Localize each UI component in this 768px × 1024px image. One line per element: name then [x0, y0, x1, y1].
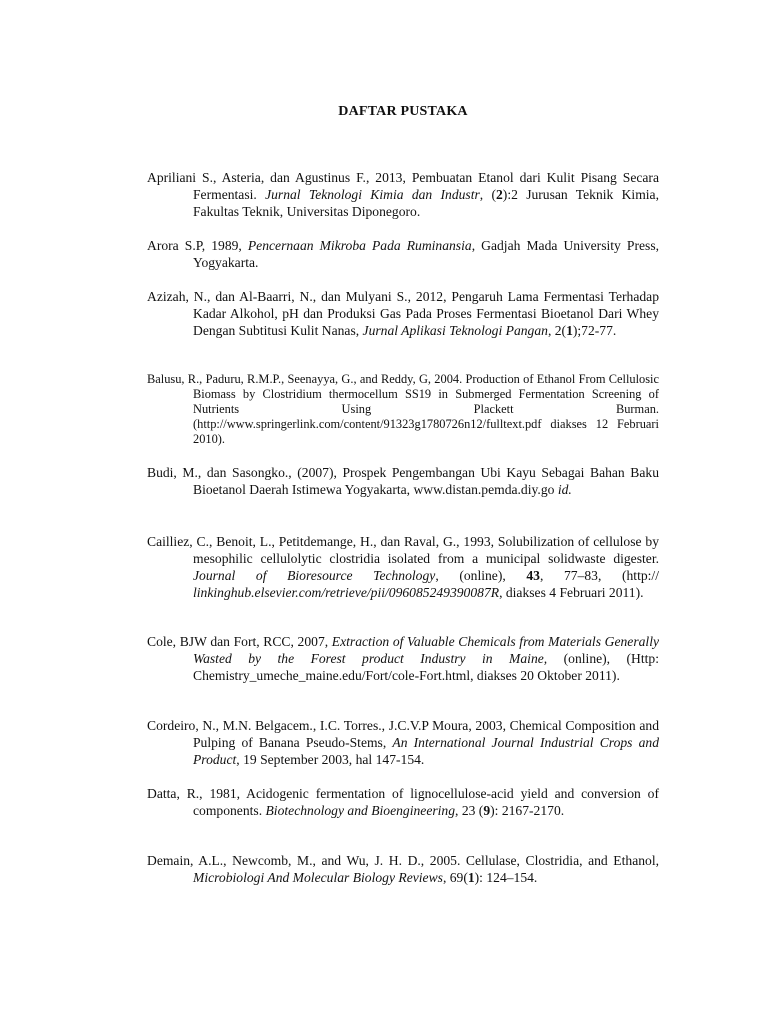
reference-budi-2007 [147, 464, 659, 498]
reference-text-segment: , diakses 4 Februari 2011). [499, 585, 644, 600]
reference-text-segment: , 2( [547, 323, 567, 338]
reference-text-segment: An International Journal Industrial Crops and Product [193, 735, 660, 767]
reference-text-segment: Biotechnology and Bioengineering [265, 803, 456, 818]
page-title: DAFTAR PUSTAKA [338, 104, 468, 119]
reference-text-segment: , 19 September 2003, hal 147-154. [236, 752, 425, 767]
reference-text-segment: 43 [526, 568, 540, 583]
reference-balusu-2004 [147, 372, 659, 447]
reference-text-segment: Azizah, N., dan Al-Baarri, N., dan Mulyani S., 2012, Pengaruh Lama Fermentasi Terhadap Kadar Alkohol, pH dan Produksi Gas Pada Proses Fermentasi Bioetanol Dari Whey Dengan Subtitusi Kulit Nanas, [147, 289, 659, 338]
reference-text-segment: Demain, A.L., Newcomb, M., and Wu, J. H. D., 2005. Cellulase, Clostridia, and Ethanol, [147, 853, 659, 868]
reference-text-segment: (online), (Http: Chemistry_umeche_maine.edu/Fort/cole-Fort.html, diakses 20 Oktober 2011). [193, 651, 659, 683]
reference-text-segment: Cordeiro, N., M.N. Belgacem., I.C. Torres., J.C.V.P Moura, 2003, Chemical Composition and Pulping of Banana Pseudo-Stems, [147, 718, 659, 750]
reference-text-segment: , (online), [435, 568, 527, 583]
reference-apriliani-2013 [147, 169, 659, 220]
reference-text-segment: Cailliez, C., Benoit, L., Petitdemange, H., dan Raval, G., 1993, Solubilization of cellulose by mesophilic cellulolytic clostridia isolated from a municipal solidwaste digester. [147, 534, 659, 566]
reference-text-segment: 1 [467, 870, 475, 885]
reference-text-segment: , 23 ( [455, 803, 484, 818]
reference-text-segment: , Gadjah Mada University Press, Yogyakarta. [193, 238, 660, 270]
reference-text-segment: Pencernaan Mikroba Pada Ruminansia [247, 238, 472, 253]
reference-text-segment: Jurnal Teknologi Kimia dan Industr [265, 187, 480, 202]
reference-text-segment: 1 [566, 323, 573, 338]
reference-text-segment: Balusu, R., Paduru, R.M.P., Seenayya, G., and Reddy, G, 2004. Production of Ethanol From Cellulosic Biomass by Clostridium thermocellum SS19 in Submerged Fermentation Screening of Nutrients Using Plackett Burman. (http://www.springerlink.com/content/91323g1780726n12/fulltext.pdf diakses 12 Februari 2010). [147, 372, 659, 446]
reference-text-segment: linkinghub.elsevier.com/retrieve/pii/096085249390087R [193, 585, 500, 600]
reference-text-segment: Budi, M., dan Sasongko., (2007), Prospek Pengembangan Ubi Kayu Sebagai Bahan Baku Bioetanol Daerah Istimewa Yogyakarta, www.distan.pemda.diy.go [147, 465, 659, 497]
reference-text-segment: , 69( [442, 870, 468, 885]
reference-cordeiro-2003 [147, 717, 659, 768]
reference-text-segment: ):2 Jurusan Teknik Kimia, Fakultas Teknik, Universitas Diponegoro. [193, 187, 659, 219]
reference-text-segment: Datta, R., 1981, Acidogenic fermentation of lignocellulose-acid yield and conversion of components. [147, 786, 659, 818]
reference-text-segment: Cole, BJW dan Fort, RCC, 2007, [147, 634, 332, 649]
reference-text-segment: , 77–83, (http:// [539, 568, 659, 583]
reference-text-segment: 2 [496, 187, 503, 202]
reference-text-segment: Apriliani S., Asteria, dan Agustinus F., 2013, Pembuatan Etanol dari Kulit Pisang Secara Fermentasi. [147, 170, 659, 202]
reference-text-segment: ): 2167-2170. [490, 803, 565, 818]
reference-text-segment: Extraction of Valuable Chemicals from Materials Generally Wasted by the Forest product Industry in Maine, [193, 634, 660, 666]
reference-cole-2007 [147, 633, 659, 684]
reference-text-segment: );72-77. [572, 323, 617, 338]
reference-text-segment: ): 124–154. [474, 870, 538, 885]
reference-text-segment: Microbiologi And Molecular Biology Reviews [193, 870, 443, 885]
reference-text-segment: id. [557, 482, 572, 497]
reference-text-segment: Arora S.P, 1989, [147, 238, 248, 253]
reference-text-segment: Journal of Bioresource Technology [193, 568, 436, 583]
reference-text-segment: Jurnal Aplikasi Teknologi Pangan [362, 323, 548, 338]
reference-demain-2005 [147, 852, 659, 886]
reference-datta-1981 [147, 785, 659, 819]
reference-text-segment: , ( [479, 187, 496, 202]
reference-cailliez-1993 [147, 533, 659, 601]
reference-azizah-2012 [147, 288, 659, 339]
reference-arora-1989 [147, 237, 659, 271]
reference-text-segment: 9 [483, 803, 491, 818]
